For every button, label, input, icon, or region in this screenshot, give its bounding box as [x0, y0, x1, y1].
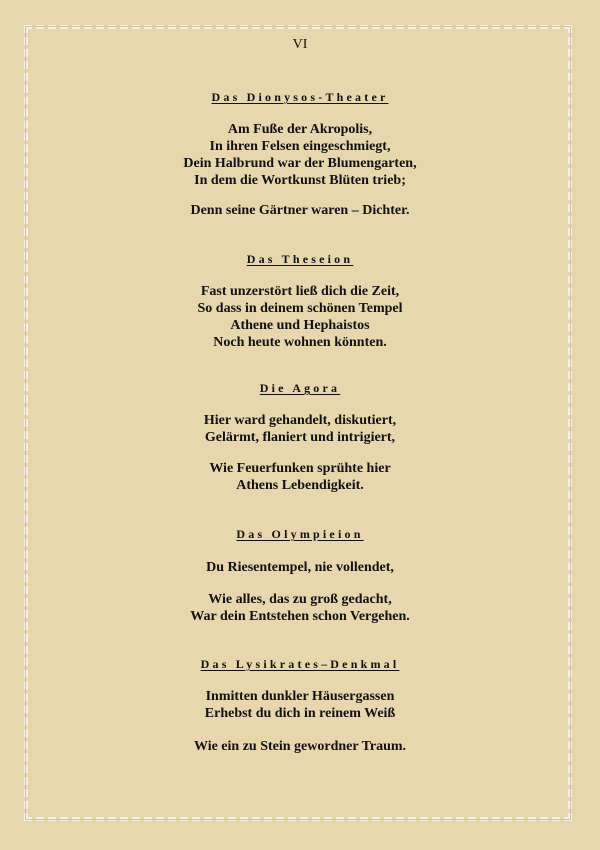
poem-line: Fast unzerstört ließ dich die Zeit, — [200, 284, 400, 299]
poem-line: Inmitten dunkler Häusergassen — [205, 689, 395, 704]
section-title-dionysos-theater: Das Dionysos-Theater — [211, 90, 389, 104]
page-number: VI — [292, 37, 308, 52]
stanza — [0, 412, 600, 446]
poem-line: Gelärmt, flaniert und intrigiert, — [204, 430, 396, 445]
poem-line: Du Riesentempel, nie vollendet, — [206, 560, 394, 575]
poem-line: Athene und Hephaistos — [230, 318, 370, 333]
poem-line: Wie alles, das zu groß gedacht, — [208, 592, 392, 607]
poem-line: Denn seine Gärtner waren – Dichter. — [190, 203, 410, 218]
poem-line: Dein Halbrund war der Blumengarten, — [183, 156, 417, 171]
poem-line: Wie Feuerfunken sprühte hier — [209, 461, 391, 476]
stanza — [0, 738, 600, 755]
poem-line: Erhebst du dich in reinem Weiß — [204, 706, 396, 721]
poem-line: Athens Lebendigkeit. — [236, 478, 364, 493]
section-title-agora: Die Agora — [259, 381, 341, 395]
stanza — [0, 121, 600, 189]
stanza — [0, 688, 600, 722]
poem-line: War dein Entstehen schon Vergehen. — [190, 609, 410, 624]
stanza — [0, 591, 600, 625]
section-title-theseion: Das Theseion — [246, 252, 354, 266]
section-title-lysikrates-denkmal: Das Lysikrates–Denkmal — [200, 657, 400, 671]
stanza — [0, 559, 600, 576]
poem-line: Am Fuße der Akropolis, — [227, 122, 373, 137]
section-title-olympieion: Das Olympieion — [236, 527, 364, 541]
poem-line: In ihren Felsen eingeschmiegt, — [209, 139, 391, 154]
stanza — [0, 202, 600, 219]
poem-line: So dass in deinem schönen Tempel — [197, 301, 403, 316]
poem-line: Noch heute wohnen könnten. — [213, 335, 387, 350]
poem-line: Hier ward gehandelt, diskutiert, — [203, 413, 397, 428]
poem-line: In dem die Wortkunst Blüten trieb; — [194, 173, 406, 188]
poem-line: Wie ein zu Stein gewordner Traum. — [193, 739, 407, 754]
stanza — [0, 283, 600, 351]
stanza — [0, 460, 600, 494]
